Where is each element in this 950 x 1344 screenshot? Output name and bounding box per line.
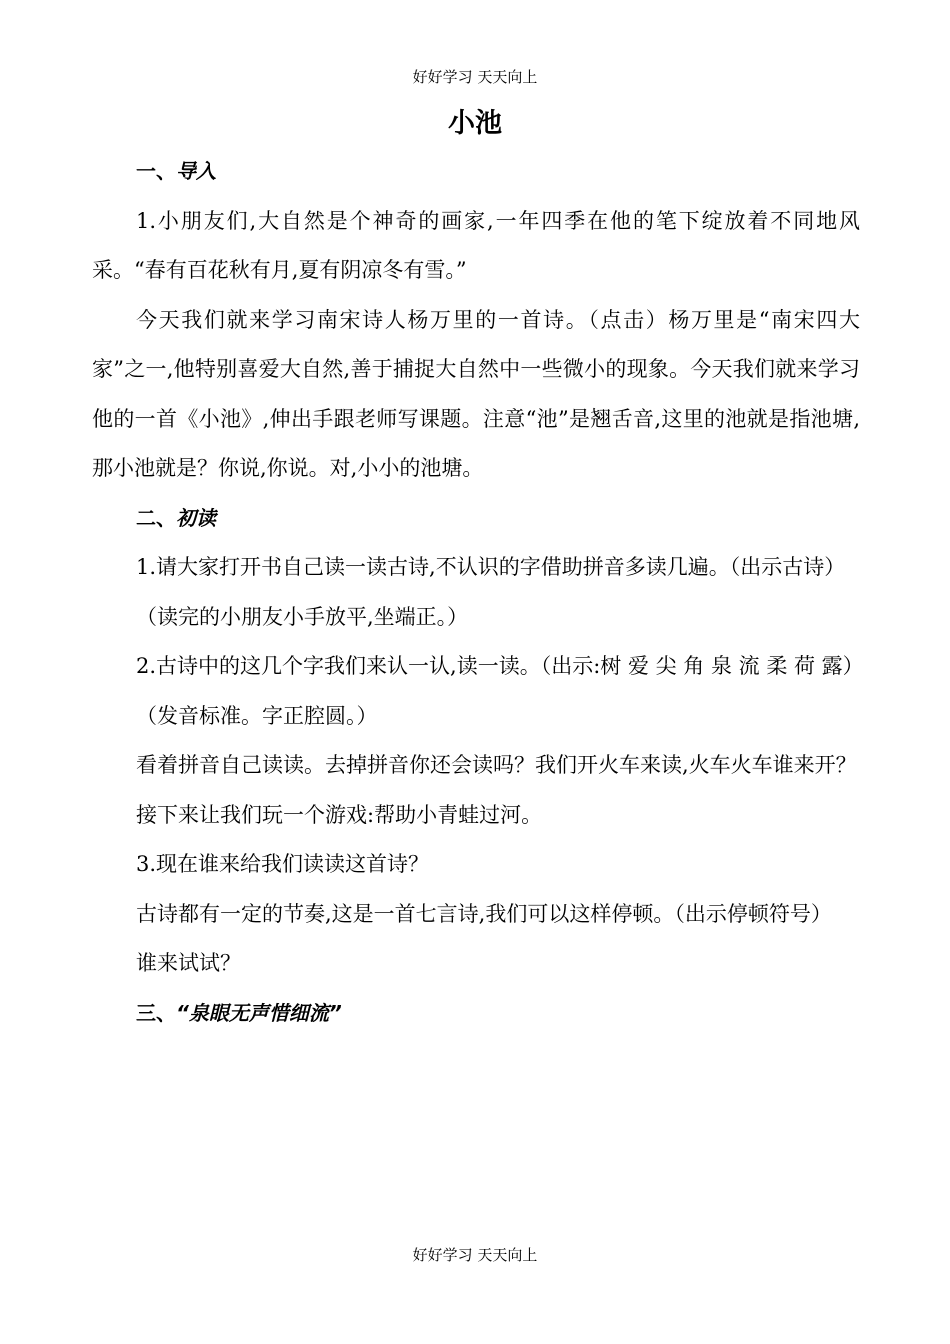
section-number: 一、: [136, 159, 176, 183]
paragraph: 1.小朋友们,大自然是个神奇的画家,一年四季在他的笔下绽放着不同地风采。“春有百花秋有月,夏有阴凉冬有雪。”: [92, 208, 860, 282]
section-number: 三、: [136, 1000, 176, 1025]
paragraph: 1.请大家打开书自己读一读古诗,不认识的字借助拼音多读几遍。（出示古诗）: [136, 555, 846, 579]
paragraph: （发音标准。字正腔圆。）: [136, 703, 378, 728]
section-heading: [92, 989, 860, 1039]
paragraph: 今天我们就来学习南宋诗人杨万里的一首诗。（点击）杨万里是“南宋四大家”之一,他特别喜爱大自然,善于捕捉大自然中一些微小的现象。今天我们就来学习他的一首《小池》,伸出手跟老师写课题。注意“池”是翘舌音,这里的池就是指池塘,那小池就是？你说,你说。对,小小的池塘。: [92, 307, 860, 480]
paragraph: 接下来让我们玩一个游戏:帮助小青蛙过河。: [136, 802, 543, 827]
paragraph: 谁来试试？: [136, 951, 241, 975]
section-title: 初读: [176, 505, 216, 530]
paragraph: （读完的小朋友小手放平,坐端正。）: [136, 604, 469, 629]
section-heading: [92, 494, 860, 544]
page-header: 好好学习 天天向上: [412, 68, 538, 86]
section-heading: [92, 147, 860, 197]
paragraph: 3.现在谁来给我们读读这首诗？: [136, 852, 430, 876]
paragraph: 看着拼音自己读读。去掉拼音你还会读吗？我们开火车来读,火车火车谁来开？: [136, 753, 857, 777]
page-footer: 好好学习 天天向上: [412, 1246, 538, 1264]
section-title: 导入: [176, 159, 216, 183]
page-title: 小池: [448, 108, 502, 139]
paragraph: 2.古诗中的这几个字我们来认一认,读一读。（出示:树 爱 尖 角 泉 流 柔 荷 露）: [136, 654, 864, 678]
section-title: “泉眼无声惜细流”: [176, 1000, 342, 1025]
document-body: [92, 147, 864, 1038]
section-number: 二、: [136, 505, 176, 530]
paragraph: 古诗都有一定的节奏,这是一首七言诗,我们可以这样停顿。（出示停顿符号）: [136, 901, 832, 926]
